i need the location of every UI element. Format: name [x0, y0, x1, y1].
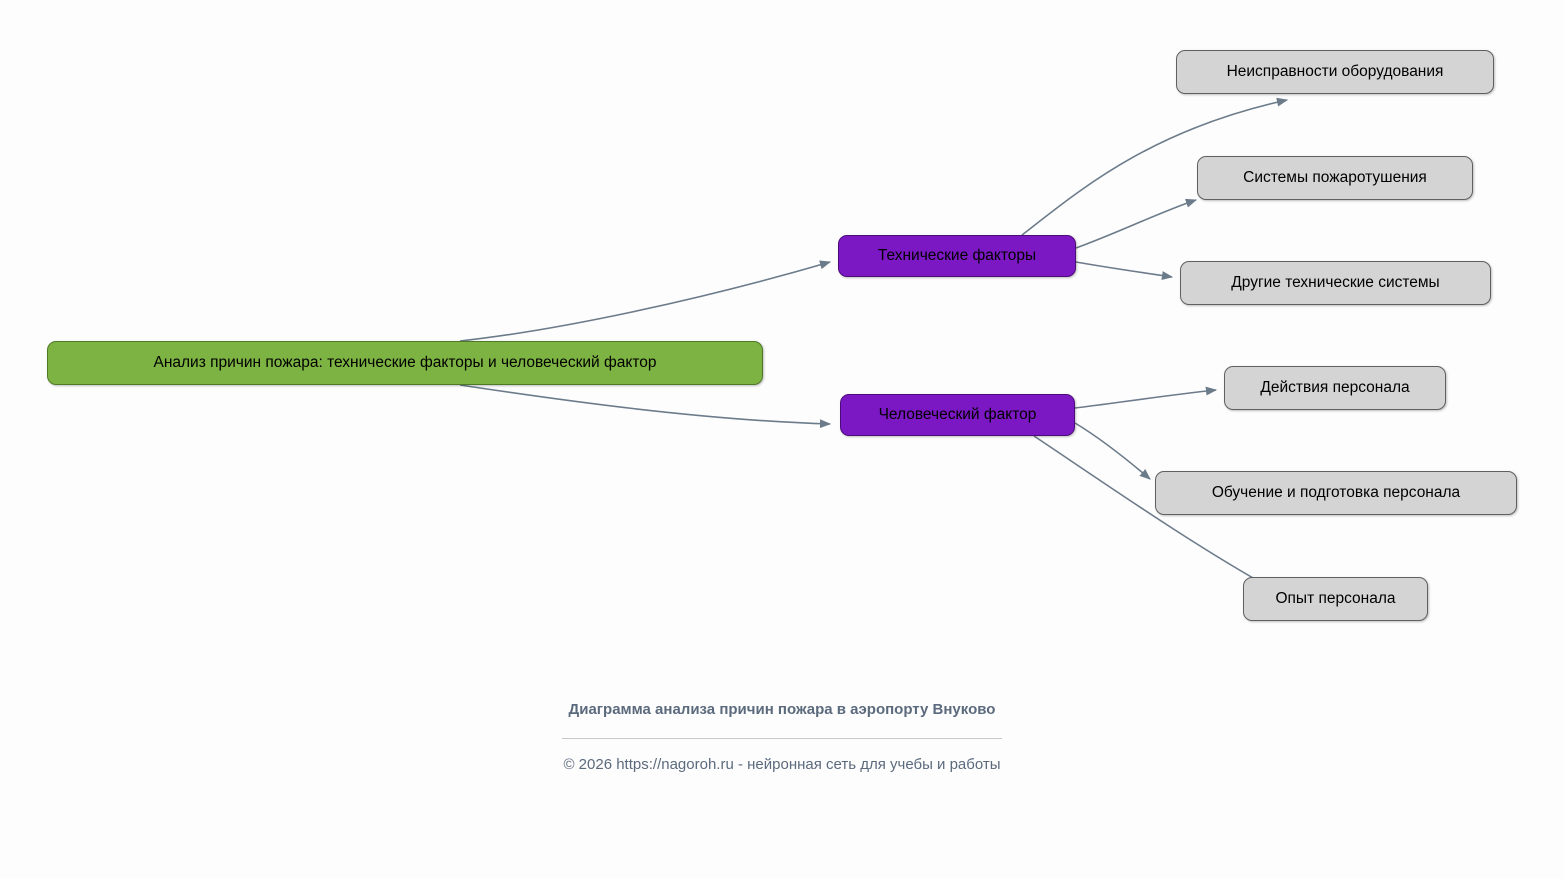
edge-tech-fire-suppression — [1076, 200, 1196, 248]
credit-suffix: - нейронная сеть для учебы и работы — [733, 756, 1001, 773]
edge-root-tech — [460, 262, 830, 341]
diagram-title: Диаграмма анализа причин пожара в аэропорту Внуково — [568, 701, 996, 718]
edge-human-staff-training — [1075, 423, 1150, 479]
caption-credit — [0, 756, 1564, 773]
node-fire-suppression-systems-label: Системы пожаротушения — [1243, 169, 1427, 186]
node-equipment-faults-label: Неисправности оборудования — [1226, 63, 1444, 80]
node-fire-suppression-systems[interactable] — [1197, 156, 1473, 200]
node-technical-factors-label: Технические факторы — [877, 247, 1037, 264]
node-staff-experience-label: Опыт персонала — [1275, 590, 1396, 607]
node-staff-actions[interactable] — [1224, 366, 1446, 410]
node-human-factor[interactable] — [840, 394, 1075, 436]
edge-human-staff-actions — [1075, 390, 1216, 408]
caption-divider — [562, 738, 1002, 739]
node-equipment-faults[interactable] — [1176, 50, 1494, 94]
caption-block — [0, 700, 1564, 773]
node-staff-training[interactable] — [1155, 471, 1517, 515]
node-other-technical-systems-label: Другие технические системы — [1231, 274, 1440, 291]
edge-root-human — [460, 385, 830, 424]
node-staff-training-label: Обучение и подготовка персонала — [1211, 484, 1461, 501]
node-human-factor-label: Человеческий фактор — [878, 406, 1037, 423]
node-technical-factors[interactable] — [838, 235, 1076, 277]
node-root-label: Анализ причин пожара: технические факторы и человеческий фактор — [153, 354, 657, 371]
node-staff-experience[interactable] — [1243, 577, 1428, 621]
credit-prefix: © 2026 — [563, 756, 617, 773]
edge-tech-other-systems — [1076, 262, 1172, 277]
node-other-technical-systems[interactable] — [1180, 261, 1491, 305]
credit-link[interactable]: https://nagoroh.ru — [616, 756, 734, 773]
node-staff-actions-label: Действия персонала — [1260, 379, 1410, 396]
node-root[interactable] — [47, 341, 763, 385]
